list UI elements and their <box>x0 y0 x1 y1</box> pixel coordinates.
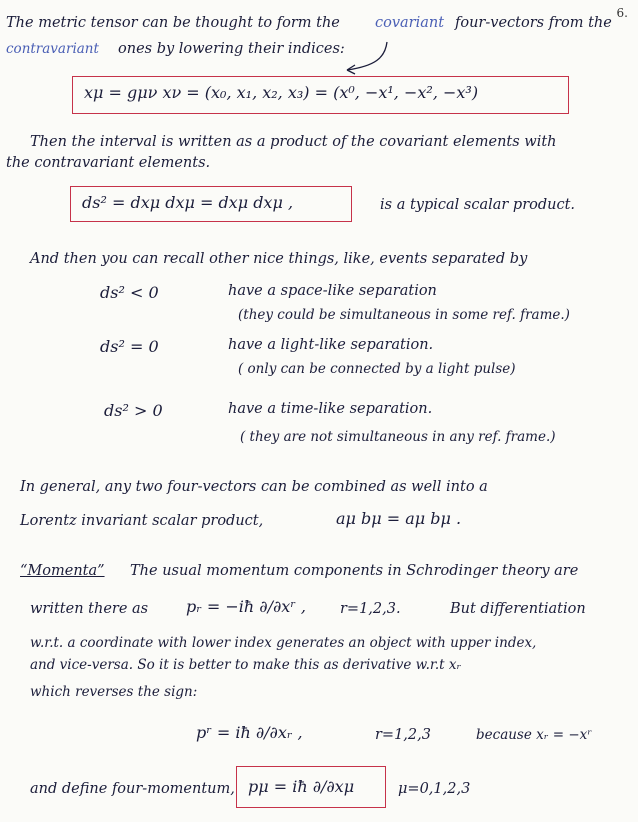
equation-interval: ds² = dxμ dxμ = dxμ dxμ , <box>82 193 294 212</box>
line-3: Then the interval is written as a product of the covariant elements with <box>30 134 557 150</box>
line-13: and define four-momentum, <box>30 781 235 797</box>
line-4: the contravariant elements. <box>6 155 211 171</box>
line-10: w.r.t. a coordinate with lower index generates an object with upper index, <box>30 635 537 651</box>
case-2-condition: ds² = 0 <box>100 337 159 356</box>
case-2-text: have a light-like separation. <box>228 337 434 353</box>
momentum-upper: pʳ = iħ ∂/∂xᵣ , <box>196 723 303 742</box>
line-1a: The metric tensor can be thought to form the <box>6 15 340 31</box>
line-9a: written there as <box>30 601 149 617</box>
line-2b: ones by lowering their indices: <box>118 41 345 57</box>
line-11: and vice-versa. So it is better to make this as derivative w.r.t xᵣ <box>30 657 462 673</box>
case-1-text: have a space-like separation <box>228 283 437 299</box>
arrow-icon <box>335 40 395 80</box>
line-2a-contravariant: contravariant <box>6 41 99 57</box>
page-number: 6. <box>616 6 628 20</box>
line-9d: But differentiation <box>450 601 586 617</box>
line-6: In general, any two four-vectors can be combined as well into a <box>20 479 488 495</box>
schrodinger-momentum: pᵣ = −iħ ∂/∂xʳ , <box>186 597 306 616</box>
case-3-condition: ds² > 0 <box>104 401 163 420</box>
equation-lowering: xμ = gμν xν = (x₀, x₁, x₂, x₃) = (x⁰, −x¹, −x², −x³) <box>84 83 479 102</box>
line-9c: r=1,2,3. <box>340 601 401 617</box>
line-5: And then you can recall other nice things, like, events separated by <box>30 251 528 267</box>
eq4-range: μ=0,1,2,3 <box>398 781 471 797</box>
case-3-text: have a time-like separation. <box>228 401 433 417</box>
case-1-note: (they could be simultaneous in some ref. frame.) <box>238 307 570 323</box>
line-8: The usual momentum components in Schrodinger theory are <box>130 563 579 579</box>
scalar-product-note: is a typical scalar product. <box>380 197 576 213</box>
case-2-note: ( only can be connected by a light pulse) <box>238 361 516 377</box>
case-3-note: ( they are not simultaneous in any ref. frame.) <box>240 429 556 445</box>
line-1b-covariant: covariant <box>375 15 445 31</box>
because-note: because xᵣ = −xʳ <box>476 727 592 743</box>
line-7a: Lorentz invariant scalar product, <box>20 513 264 529</box>
scalar-product-equation: aμ bμ = aμ bμ . <box>336 509 462 528</box>
four-momentum: pμ = iħ ∂/∂xμ <box>248 777 355 796</box>
case-1-condition: ds² < 0 <box>100 283 159 302</box>
eq3-range: r=1,2,3 <box>375 727 431 743</box>
line-1c: four-vectors from the <box>455 15 612 31</box>
momenta-heading: “Momenta” <box>20 563 105 579</box>
line-12: which reverses the sign: <box>30 684 198 700</box>
